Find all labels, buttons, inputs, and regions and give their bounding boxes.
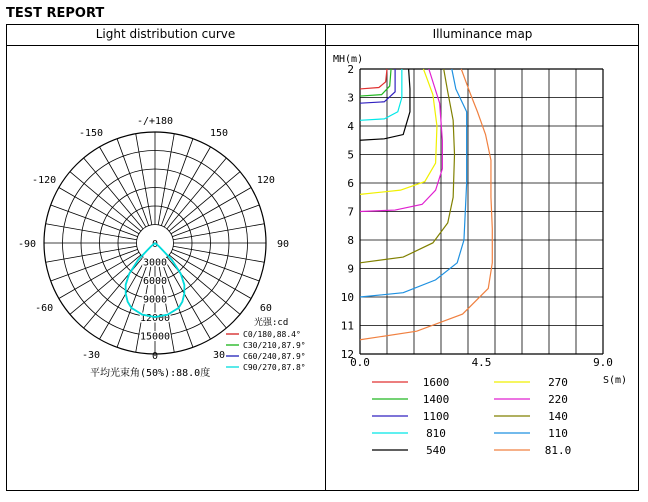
polar-unit-label: 光强:cd [254,318,289,328]
map-legend-label-0: 1600 [422,376,450,389]
polar-radial-label: 15000 [139,331,171,343]
polar-spoke [167,158,226,229]
polar-angle-label: -150 [78,128,104,140]
polar-legend-label-3: C90/270,87.8° [243,363,306,372]
map-legend-label-5: 270 [548,376,568,389]
polar-spoke [169,172,240,231]
polar-angle-label: -90 [17,239,37,250]
map-x-tick-label: 9.0 [593,356,613,369]
polar-angle-label: -60 [35,303,54,314]
map-x-tick-label: 0.0 [350,356,370,369]
polar-legend-label-1: C30/210,87.9° [243,341,306,350]
polar-angle-label: 0 [151,351,159,362]
map-legend-label-3: 810 [426,427,446,440]
map-y-tick-label: 5 [347,148,354,162]
polar-angle-label: -30 [81,349,101,361]
polar-angle-label: 90 [276,239,290,250]
report-title: TEST REPORT [6,6,105,21]
polar-legend-label-2: C60/240,87.9° [243,352,306,361]
map-y-axis-title: MH(m) [333,54,364,65]
map-y-tick-label: 11 [340,319,354,333]
map-legend-label-2: 1100 [422,410,450,423]
polar-legend-label-0: C0/180,88.4° [243,330,301,339]
map-legend-label-7: 140 [548,410,568,423]
polar-radial-label: 12000 [139,313,171,324]
map-y-tick-label: 4 [347,120,354,133]
map-series-9 [360,69,492,340]
map-series-0 [360,69,387,89]
map-y-tick-label: 6 [347,177,354,190]
polar-spoke [70,172,141,231]
map-legend-label-4: 540 [426,444,446,457]
map-legend-label-1: 1400 [422,393,450,406]
map-y-tick-label: 3 [347,91,354,105]
map-legend-label-6: 220 [548,393,568,406]
map-x-axis-title: S(m) [603,375,628,386]
map-x-tick-label: 4.5 [471,356,492,369]
polar-radial-label: 3000 [142,257,168,269]
map-series-7 [360,69,455,263]
light-distribution-title: Light distribution curve [95,27,236,41]
map-y-tick-label: 10 [340,291,354,304]
polar-angle-label: -/+180 [136,116,174,127]
polar-radial-label: 6000 [142,276,168,287]
polar-spoke [84,257,143,328]
map-y-tick-label: 7 [347,205,354,219]
polar-angle-label: 30 [212,349,226,361]
map-y-tick-label: 9 [347,262,354,276]
polar-angle-label: 150 [209,128,229,140]
beam-angle-label: 平均光束角(50%):88.0度 [90,368,211,379]
polar-angle-label: 120 [256,175,275,186]
map-legend-label-9: 81.0 [544,444,572,457]
map-y-tick-label: 2 [347,63,354,76]
polar-angle-label: -120 [32,175,57,186]
map-series-4 [360,69,410,140]
polar-angle-label: 60 [259,303,272,314]
polar-spoke [167,257,226,328]
polar-radial-label: 9000 [142,294,168,306]
map-y-tick-label: 12 [340,348,354,361]
polar-spoke [84,158,143,229]
map-y-tick-label: 8 [347,234,354,247]
map-legend-label-8: 110 [548,427,568,440]
illuminance-map-title: Illuminance map [432,27,533,41]
polar-radial-label: 0 [151,239,159,250]
